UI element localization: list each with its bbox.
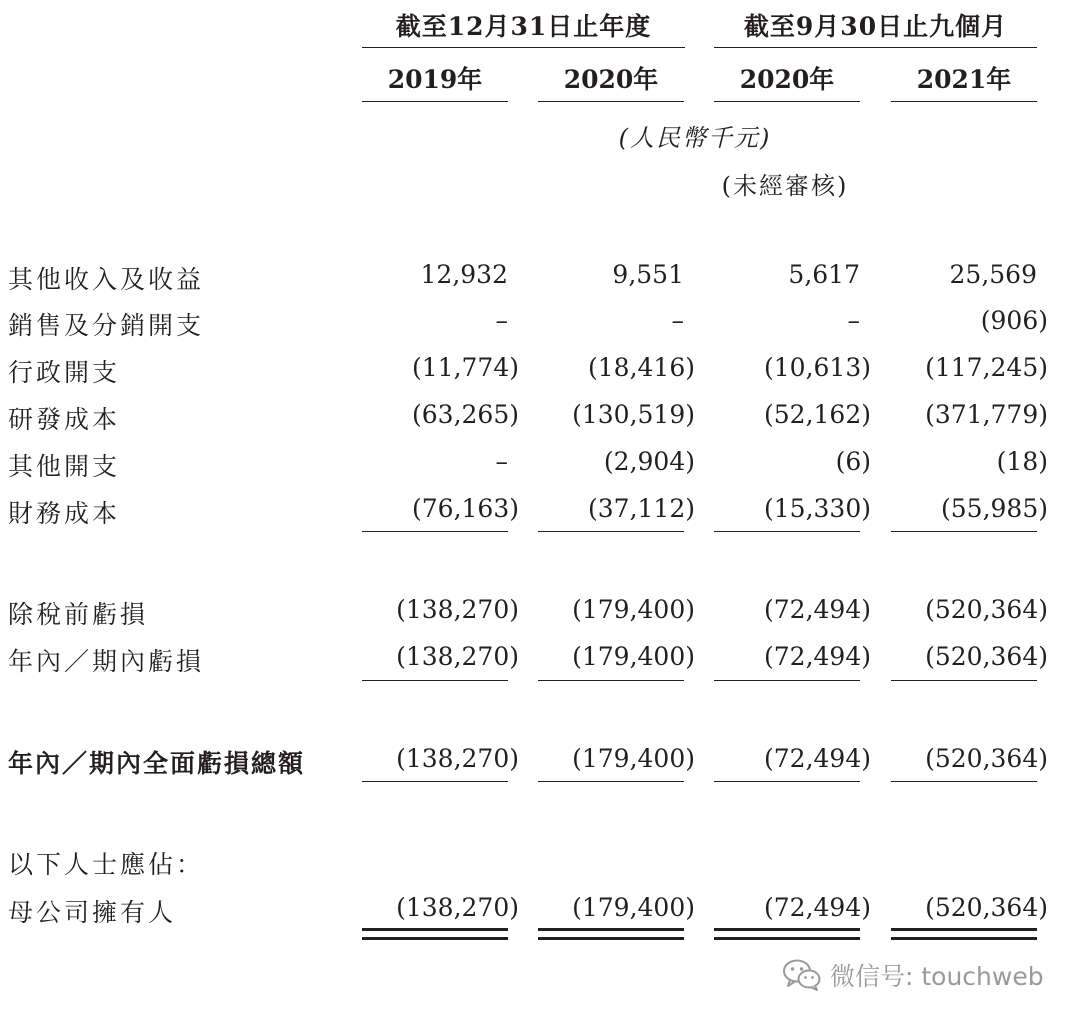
cell-rnd-2020: (130,519) xyxy=(572,400,695,429)
row-label-finance-costs: 財務成本 xyxy=(8,499,121,528)
cell-rnd-2021-9m: (371,779) xyxy=(925,400,1048,429)
double-rule-1 xyxy=(362,928,508,940)
row-label-loss-before-tax: 除稅前虧損 xyxy=(8,600,149,629)
cell-finance-2020-9m: (15,330) xyxy=(764,494,871,523)
loss-rule-3 xyxy=(714,680,860,681)
cell-admin-2021-9m: (117,245) xyxy=(925,353,1048,382)
cell-admin-2019: (11,774) xyxy=(412,353,519,382)
row-label-rnd-costs: 研發成本 xyxy=(8,405,121,434)
cell-finance-2021-9m: (55,985) xyxy=(941,494,1048,523)
cell-other-exp-2020: (2,904) xyxy=(603,447,695,476)
period-rule-9m xyxy=(714,47,1037,48)
cell-other-exp-2019: – xyxy=(495,447,508,476)
year-rule-3 xyxy=(714,101,860,102)
cell-other-income-2021-9m: 25,569 xyxy=(949,260,1037,289)
loss-rule-2 xyxy=(538,680,684,681)
row-label-other-expenses: 其他開支 xyxy=(8,452,121,481)
cell-admin-2020: (18,416) xyxy=(588,353,695,382)
cell-loss-2019: (138,270) xyxy=(396,642,519,671)
year-rule-2 xyxy=(538,101,684,102)
row-label-other-income: 其他收入及收益 xyxy=(8,265,205,294)
tcl-rule-3 xyxy=(714,781,860,782)
cell-loss-2020-9m: (72,494) xyxy=(764,642,871,671)
watermark-text: 微信号: touchweb xyxy=(830,962,1044,991)
cell-finance-2020: (37,112) xyxy=(588,494,695,523)
subtotal-rule-3 xyxy=(714,531,860,532)
loss-rule-1 xyxy=(362,680,508,681)
cell-other-income-2019: 12,932 xyxy=(420,260,508,289)
year-rule-1 xyxy=(362,101,508,102)
year-header-1: 2019年 xyxy=(387,65,483,94)
cell-lbt-2021-9m: (520,364) xyxy=(925,595,1048,624)
cell-tcl-2019: (138,270) xyxy=(396,744,519,773)
cell-lbt-2020: (179,400) xyxy=(572,595,695,624)
row-label-loss-for-period: 年內／期內虧損 xyxy=(8,647,205,676)
cell-owners-2021-9m: (520,364) xyxy=(925,893,1048,922)
double-rule-3 xyxy=(714,928,860,940)
currency-unit: (人民幣千元) xyxy=(618,124,772,152)
year-rule-4 xyxy=(891,101,1037,102)
cell-lbt-2020-9m: (72,494) xyxy=(764,595,871,624)
period-header-9m: 截至9月30日止九個月 xyxy=(743,12,1008,41)
cell-rnd-2020-9m: (52,162) xyxy=(764,400,871,429)
subtotal-rule-2 xyxy=(538,531,684,532)
row-label-attributable-to: 以下人士應佔： xyxy=(8,850,205,879)
period-rule-fy xyxy=(362,47,685,48)
wechat-icon xyxy=(782,958,822,992)
loss-rule-4 xyxy=(891,680,1037,681)
double-rule-2 xyxy=(538,928,684,940)
row-label-owners-of-parent: 母公司擁有人 xyxy=(8,898,177,927)
cell-selling-2019: – xyxy=(495,306,508,335)
cell-other-income-2020-9m: 5,617 xyxy=(788,260,860,289)
cell-tcl-2021-9m: (520,364) xyxy=(925,744,1048,773)
cell-other-exp-2021-9m: (18) xyxy=(996,447,1048,476)
unaudited-note: (未經審核) xyxy=(721,172,849,200)
cell-selling-2020: – xyxy=(671,306,684,335)
cell-rnd-2019: (63,265) xyxy=(412,400,519,429)
tcl-rule-1 xyxy=(362,781,508,782)
row-label-admin-expenses: 行政開支 xyxy=(8,358,121,387)
cell-other-exp-2020-9m: (6) xyxy=(835,447,871,476)
cell-owners-2020: (179,400) xyxy=(572,893,695,922)
year-header-2: 2020年 xyxy=(563,65,659,94)
year-header-4: 2021年 xyxy=(916,65,1012,94)
cell-selling-2021-9m: (906) xyxy=(980,306,1048,335)
tcl-rule-2 xyxy=(538,781,684,782)
cell-loss-2021-9m: (520,364) xyxy=(925,642,1048,671)
double-rule-4 xyxy=(891,928,1037,940)
cell-admin-2020-9m: (10,613) xyxy=(764,353,871,382)
cell-finance-2019: (76,163) xyxy=(412,494,519,523)
year-header-3: 2020年 xyxy=(739,65,835,94)
cell-tcl-2020: (179,400) xyxy=(572,744,695,773)
subtotal-rule-4 xyxy=(891,531,1037,532)
cell-lbt-2019: (138,270) xyxy=(396,595,519,624)
tcl-rule-4 xyxy=(891,781,1037,782)
cell-owners-2019: (138,270) xyxy=(396,893,519,922)
cell-owners-2020-9m: (72,494) xyxy=(764,893,871,922)
cell-tcl-2020-9m: (72,494) xyxy=(764,744,871,773)
period-header-fy: 截至12月31日止年度 xyxy=(395,12,652,41)
wechat-watermark xyxy=(782,955,1044,995)
cell-loss-2020: (179,400) xyxy=(572,642,695,671)
subtotal-rule-1 xyxy=(362,531,508,532)
row-label-total-comprehensive-loss: 年內／期內全面虧損總額 xyxy=(8,749,306,778)
row-label-selling-expenses: 銷售及分銷開支 xyxy=(8,311,205,340)
cell-selling-2020-9m: – xyxy=(847,306,860,335)
cell-other-income-2020: 9,551 xyxy=(612,260,684,289)
